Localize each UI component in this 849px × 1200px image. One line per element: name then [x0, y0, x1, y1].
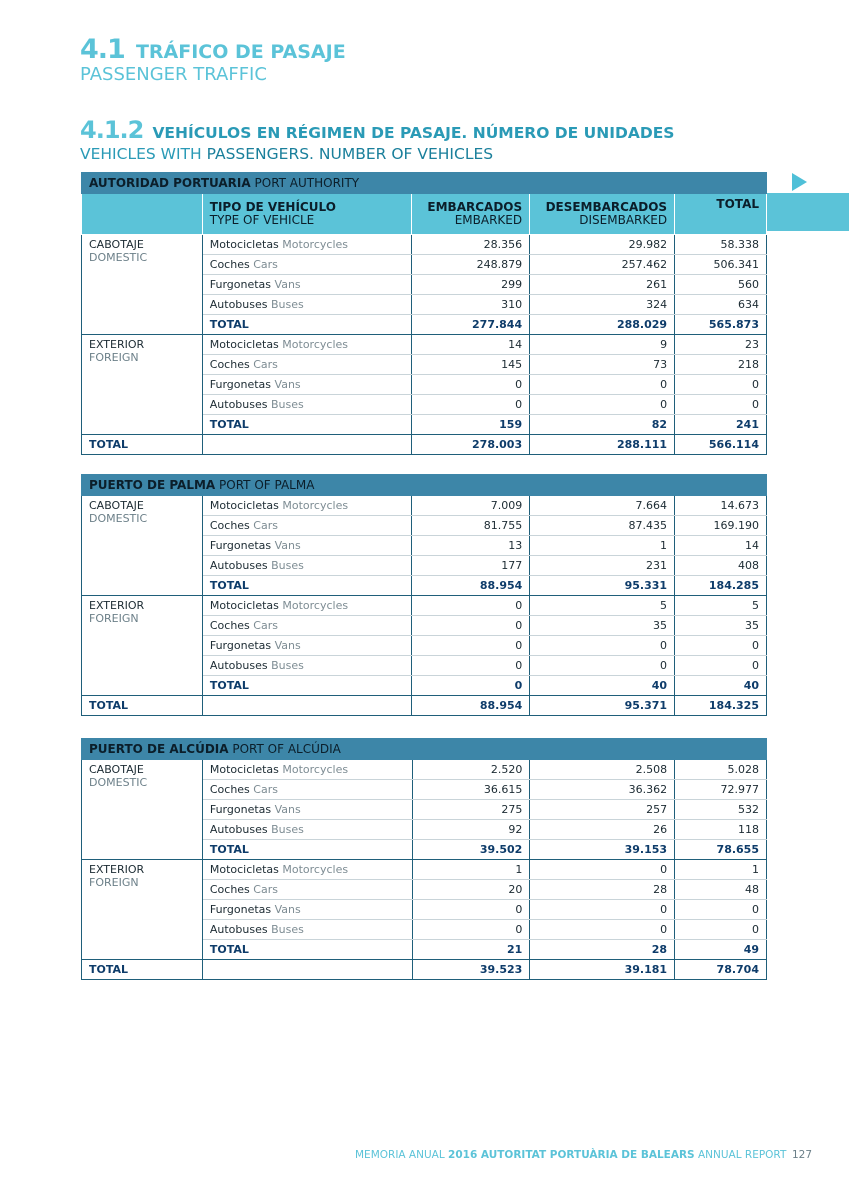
value-cell: 2.520 [412, 760, 530, 780]
vehicle-type-es: Autobuses [209, 923, 268, 936]
header-disembarked-es: DESEMBARCADOS [545, 200, 668, 214]
table-row [82, 496, 767, 516]
vehicle-type-es: Motocicletas [209, 863, 279, 876]
vehicle-type [202, 780, 412, 800]
vehicle-type-en: Motorcycles [282, 238, 349, 251]
value-cell: 506.341 [675, 255, 767, 275]
total-cell: 95.371 [530, 696, 675, 716]
value-cell: 28 [530, 880, 675, 900]
value-cell: 0 [530, 375, 675, 395]
table-title-en: PORT OF ALCÚDIA [232, 742, 341, 756]
value-cell: 7.009 [412, 496, 530, 516]
vehicle-type-en: Vans [274, 803, 301, 816]
value-cell: 29.982 [530, 235, 675, 255]
subtotal-cell: 95.331 [530, 576, 675, 596]
vehicle-type-en: Motorcycles [282, 499, 349, 512]
vehicle-type-en: Vans [274, 639, 301, 652]
vehicle-type-es: Furgonetas [209, 539, 272, 552]
vehicle-type-en: Cars [253, 258, 278, 271]
table-title-es: AUTORIDAD PORTUARIA [89, 176, 251, 190]
subtotal-label: TOTAL [202, 576, 412, 596]
vehicles-table [81, 172, 767, 455]
vehicle-type-es: Motocicletas [209, 763, 279, 776]
table-row [82, 596, 767, 616]
total-cell: 566.114 [675, 435, 767, 455]
header-type-es: TIPO DE VEHÍCULO [209, 200, 336, 214]
vehicle-type [202, 820, 412, 840]
group-label-en: FOREIGN [89, 351, 139, 364]
subtotal-cell: 21 [412, 940, 530, 960]
total-empty [202, 435, 411, 455]
subtotal-cell: 159 [412, 415, 530, 435]
subsection-title-en-b: PASSENGERS. NUMBER OF VEHICLES [206, 145, 494, 163]
value-cell: 408 [675, 556, 767, 576]
table-row [82, 335, 767, 355]
value-cell: 13 [412, 536, 530, 556]
header-type-en: TYPE OF VEHICLE [209, 213, 315, 227]
subtotal-cell: 28 [530, 940, 675, 960]
total-label: TOTAL [82, 435, 203, 455]
value-cell: 0 [412, 395, 530, 415]
value-cell: 218 [675, 355, 767, 375]
subtotal-cell: 82 [530, 415, 675, 435]
total-empty [202, 696, 412, 716]
vehicle-type-es: Motocicletas [209, 338, 279, 351]
value-cell: 35 [675, 616, 767, 636]
value-cell: 145 [412, 355, 530, 375]
value-cell: 1 [530, 536, 675, 556]
value-cell: 5 [530, 596, 675, 616]
vehicle-type-es: Coches [209, 358, 250, 371]
header-band [767, 193, 849, 231]
vehicle-type-en: Cars [253, 519, 278, 532]
footer-report-org: 2016 AUTORITAT PORTUÀRIA DE BALEARS [448, 1149, 695, 1161]
vehicle-type [202, 860, 412, 880]
vehicle-type-es: Autobuses [209, 298, 268, 311]
subtotal-label: TOTAL [202, 415, 411, 435]
value-cell: 248.879 [412, 255, 530, 275]
vehicle-type-es: Motocicletas [209, 238, 279, 251]
subsection-heading [80, 116, 674, 164]
subtotal-cell: 565.873 [675, 315, 767, 335]
value-cell: 9 [530, 335, 675, 355]
value-cell: 0 [530, 636, 675, 656]
vehicle-type [202, 496, 412, 516]
vehicle-type-en: Vans [274, 539, 301, 552]
vehicles-table [81, 474, 767, 716]
header-disembarked-en: DISEMBARKED [579, 213, 668, 227]
vehicle-type-en: Buses [271, 823, 304, 836]
value-cell: 0 [530, 900, 675, 920]
value-cell: 72.977 [675, 780, 767, 800]
group-label-en: FOREIGN [89, 876, 139, 889]
section-title-es: TRÁFICO DE PASAJE [135, 41, 346, 63]
value-cell: 177 [412, 556, 530, 576]
value-cell: 23 [675, 335, 767, 355]
vehicle-type [202, 760, 412, 780]
vehicles-table [81, 738, 767, 980]
vehicle-type [202, 395, 411, 415]
arrow-right-icon [792, 173, 807, 191]
group-label-en: DOMESTIC [89, 776, 148, 789]
subtotal-cell: 0 [412, 676, 530, 696]
subtotal-label: TOTAL [202, 840, 412, 860]
subsection-number: 4.1.2 [80, 116, 144, 144]
total-label: TOTAL [82, 960, 203, 980]
value-cell: 0 [412, 656, 530, 676]
section-number: 4.1 [80, 34, 125, 65]
value-cell: 257.462 [530, 255, 675, 275]
section-title-en: PASSENGER TRAFFIC [80, 64, 267, 85]
subtotal-cell: 78.655 [675, 840, 767, 860]
vehicle-type-en: Motorcycles [282, 338, 349, 351]
group-label [82, 760, 203, 860]
value-cell: 257 [530, 800, 675, 820]
vehicle-type-es: Autobuses [209, 398, 268, 411]
table-title [82, 739, 767, 760]
header-total-label: TOTAL [716, 197, 759, 211]
value-cell: 35 [530, 616, 675, 636]
subsection-title-en-a: VEHICLES WITH [80, 145, 202, 163]
value-cell: 169.190 [675, 516, 767, 536]
value-cell: 261 [530, 275, 675, 295]
total-cell: 88.954 [412, 696, 530, 716]
value-cell: 0 [412, 636, 530, 656]
value-cell: 0 [530, 656, 675, 676]
group-label [82, 860, 203, 960]
subtotal-cell: 39.153 [530, 840, 675, 860]
vehicle-type-es: Coches [209, 619, 250, 632]
table-row [82, 760, 767, 780]
table-title-en: PORT AUTHORITY [254, 176, 360, 190]
value-cell: 0 [675, 395, 767, 415]
header-type [202, 194, 411, 235]
header-total [675, 194, 767, 235]
value-cell: 14 [675, 536, 767, 556]
vehicle-type-en: Vans [274, 278, 301, 291]
header-embarked-en: EMBARKED [454, 213, 523, 227]
value-cell: 0 [530, 860, 675, 880]
vehicle-type-es: Furgonetas [209, 903, 272, 916]
value-cell: 26 [530, 820, 675, 840]
vehicle-type [202, 800, 412, 820]
vehicle-type [202, 636, 412, 656]
value-cell: 5 [675, 596, 767, 616]
vehicle-type-es: Autobuses [209, 559, 268, 572]
vehicle-type [202, 536, 412, 556]
group-label-es: EXTERIOR [89, 863, 145, 876]
value-cell: 28.356 [412, 235, 530, 255]
vehicle-type-en: Cars [253, 783, 278, 796]
subtotal-cell: 40 [530, 676, 675, 696]
vehicle-type [202, 275, 411, 295]
total-cell: 78.704 [675, 960, 767, 980]
table-title [82, 173, 767, 194]
header-empty [82, 194, 203, 235]
subtotal-cell: 39.502 [412, 840, 530, 860]
table-title-es: PUERTO DE ALCÚDIA [89, 742, 229, 756]
value-cell: 14.673 [675, 496, 767, 516]
vehicle-type [202, 556, 412, 576]
table-row [82, 235, 767, 255]
vehicle-type-en: Cars [253, 883, 278, 896]
vehicle-type-en: Vans [274, 903, 301, 916]
value-cell: 0 [675, 656, 767, 676]
value-cell: 299 [412, 275, 530, 295]
vehicle-type-en: Motorcycles [282, 599, 349, 612]
value-cell: 5.028 [675, 760, 767, 780]
value-cell: 324 [530, 295, 675, 315]
value-cell: 92 [412, 820, 530, 840]
total-empty [202, 960, 412, 980]
total-row [82, 960, 767, 980]
section-heading [80, 34, 346, 85]
group-label-es: CABOTAJE [89, 238, 144, 251]
value-cell: 0 [412, 596, 530, 616]
group-label-es: EXTERIOR [89, 338, 145, 351]
subsection-title-es: VEHÍCULOS EN RÉGIMEN DE PASAJE. NÚMERO DE UNIDADES [152, 124, 675, 142]
group-label [82, 235, 203, 335]
vehicle-type-es: Motocicletas [209, 599, 279, 612]
vehicle-type [202, 616, 412, 636]
vehicle-type [202, 355, 411, 375]
value-cell: 7.664 [530, 496, 675, 516]
total-cell: 39.181 [530, 960, 675, 980]
table-title-es: PUERTO DE PALMA [89, 478, 216, 492]
value-cell: 1 [675, 860, 767, 880]
total-cell: 288.111 [530, 435, 675, 455]
value-cell: 36.362 [530, 780, 675, 800]
value-cell: 0 [530, 920, 675, 940]
value-cell: 48 [675, 880, 767, 900]
value-cell: 0 [530, 395, 675, 415]
value-cell: 532 [675, 800, 767, 820]
vehicle-type [202, 255, 411, 275]
value-cell: 634 [675, 295, 767, 315]
group-label-en: DOMESTIC [89, 512, 148, 525]
value-cell: 0 [412, 900, 530, 920]
total-row [82, 696, 767, 716]
value-cell: 275 [412, 800, 530, 820]
subtotal-cell: 49 [675, 940, 767, 960]
vehicle-type-es: Autobuses [209, 659, 268, 672]
group-label-en: FOREIGN [89, 612, 139, 625]
value-cell: 0 [412, 616, 530, 636]
value-cell: 1 [412, 860, 530, 880]
subtotal-label: TOTAL [202, 315, 411, 335]
total-label: TOTAL [82, 696, 203, 716]
vehicle-type-es: Autobuses [209, 823, 268, 836]
vehicle-type [202, 375, 411, 395]
subtotal-cell: 241 [675, 415, 767, 435]
subtotal-cell: 40 [675, 676, 767, 696]
page-number: 127 [792, 1149, 813, 1161]
vehicle-type [202, 516, 412, 536]
vehicle-type [202, 880, 412, 900]
group-label-es: CABOTAJE [89, 763, 144, 776]
vehicle-type-en: Motorcycles [282, 763, 349, 776]
vehicle-type-en: Cars [253, 358, 278, 371]
total-cell: 39.523 [412, 960, 530, 980]
footer-report-es: MEMORIA ANUAL [355, 1149, 445, 1161]
vehicle-type-es: Coches [209, 883, 250, 896]
value-cell: 310 [412, 295, 530, 315]
vehicle-type-en: Vans [274, 378, 301, 391]
value-cell: 73 [530, 355, 675, 375]
total-cell: 184.325 [675, 696, 767, 716]
table-row [82, 860, 767, 880]
subtotal-label: TOTAL [202, 940, 412, 960]
group-label-en: DOMESTIC [89, 251, 148, 264]
value-cell: 0 [675, 636, 767, 656]
vehicle-type-es: Furgonetas [209, 278, 272, 291]
value-cell: 231 [530, 556, 675, 576]
value-cell: 20 [412, 880, 530, 900]
group-label [82, 496, 203, 596]
header-embarked-es: EMBARCADOS [427, 200, 523, 214]
subsection-title-en [80, 144, 674, 164]
group-label [82, 596, 203, 696]
header-disembarked [530, 194, 675, 235]
vehicle-type-es: Coches [209, 519, 250, 532]
value-cell: 0 [412, 375, 530, 395]
vehicle-type [202, 235, 411, 255]
footer [355, 1149, 786, 1161]
vehicle-type-es: Coches [209, 258, 250, 271]
vehicle-type-es: Furgonetas [209, 803, 272, 816]
value-cell: 0 [412, 920, 530, 940]
subtotal-cell: 184.285 [675, 576, 767, 596]
subtotal-cell: 277.844 [412, 315, 530, 335]
value-cell: 81.755 [412, 516, 530, 536]
vehicle-type-es: Coches [209, 783, 250, 796]
vehicle-type [202, 295, 411, 315]
subtotal-cell: 88.954 [412, 576, 530, 596]
header-embarked [412, 194, 530, 235]
value-cell: 0 [675, 920, 767, 940]
group-label-es: CABOTAJE [89, 499, 144, 512]
total-row [82, 435, 767, 455]
table-title [82, 475, 767, 496]
value-cell: 58.338 [675, 235, 767, 255]
vehicle-type [202, 596, 412, 616]
subtotal-cell: 288.029 [530, 315, 675, 335]
vehicle-type-es: Furgonetas [209, 639, 272, 652]
vehicle-type [202, 656, 412, 676]
value-cell: 87.435 [530, 516, 675, 536]
vehicle-type-en: Cars [253, 619, 278, 632]
vehicle-type-es: Furgonetas [209, 378, 272, 391]
vehicle-type [202, 900, 412, 920]
value-cell: 36.615 [412, 780, 530, 800]
vehicle-type-en: Buses [271, 559, 304, 572]
footer-report-en: ANNUAL REPORT [697, 1149, 787, 1161]
group-label [82, 335, 203, 435]
total-cell: 278.003 [412, 435, 530, 455]
subtotal-label: TOTAL [202, 676, 412, 696]
value-cell: 14 [412, 335, 530, 355]
vehicle-type-en: Buses [271, 298, 304, 311]
table-title-en: PORT OF PALMA [219, 478, 315, 492]
vehicle-type-en: Buses [271, 659, 304, 672]
vehicle-type-en: Buses [271, 398, 304, 411]
value-cell: 560 [675, 275, 767, 295]
value-cell: 0 [675, 900, 767, 920]
group-label-es: EXTERIOR [89, 599, 145, 612]
vehicle-type-en: Buses [271, 923, 304, 936]
vehicle-type-en: Motorcycles [282, 863, 349, 876]
vehicle-type [202, 920, 412, 940]
value-cell: 2.508 [530, 760, 675, 780]
vehicle-type [202, 335, 411, 355]
vehicle-type-es: Motocicletas [209, 499, 279, 512]
value-cell: 118 [675, 820, 767, 840]
value-cell: 0 [675, 375, 767, 395]
